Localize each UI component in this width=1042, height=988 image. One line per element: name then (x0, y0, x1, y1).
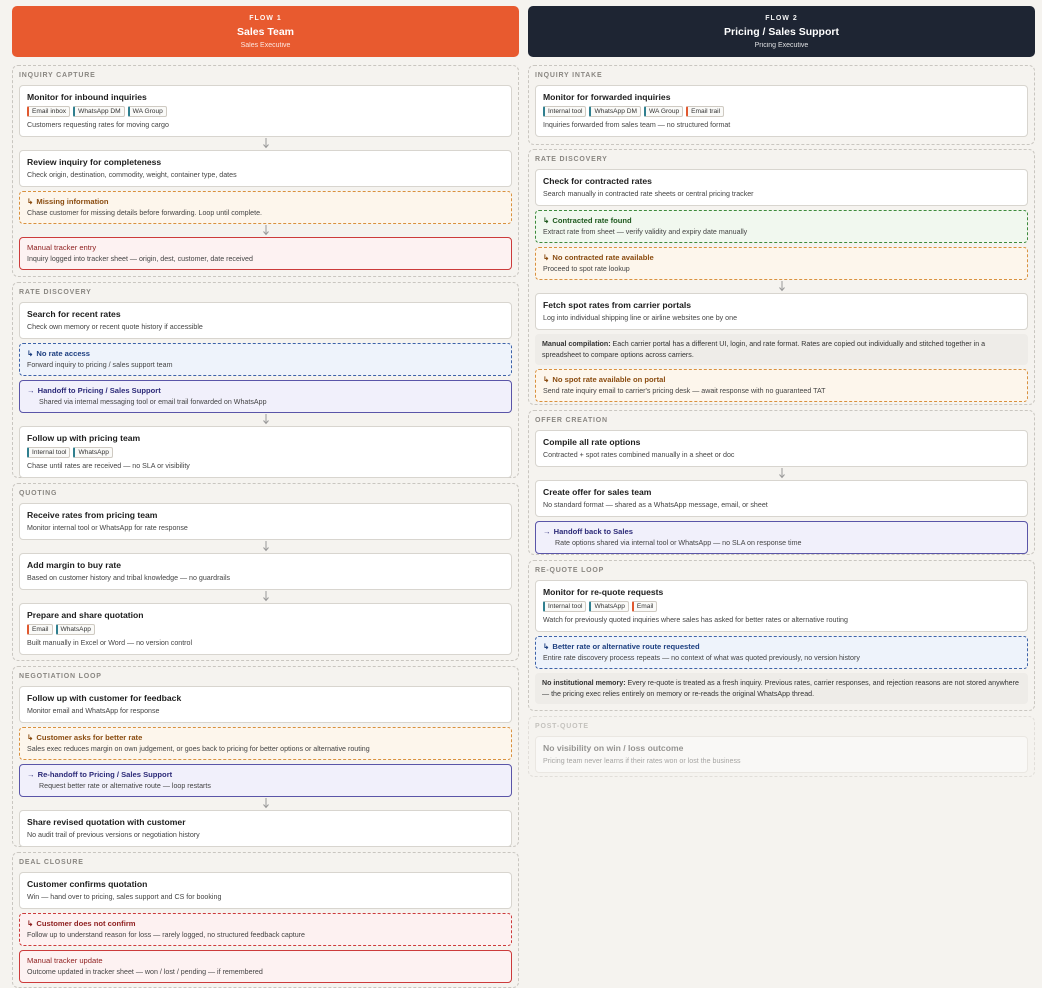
step-description: Based on customer history and tribal knowledge — no guardrails (27, 574, 231, 582)
branch-icon: ↳ (543, 375, 550, 384)
step-title: Monitor for re-quote requests (543, 587, 664, 597)
handoff-title: Re-handoff to Pricing / Sales Support (37, 770, 173, 779)
step-create-offer[interactable] (535, 480, 1028, 517)
step-manual-tracker-entry[interactable] (19, 237, 512, 270)
branch-customer-better-rate[interactable] (19, 727, 512, 760)
section-label: POST-QUOTE (535, 723, 589, 730)
tag-email-inbox: Email inbox (27, 106, 70, 117)
step-title: Follow up with pricing team (27, 433, 141, 443)
section-label: RATE DISCOVERY (19, 289, 92, 296)
step-title: Manual tracker entry (27, 243, 97, 252)
section-offer-creation (528, 410, 1035, 555)
step-monitor-inbound[interactable] (19, 85, 512, 137)
step-share-revised[interactable] (19, 810, 512, 847)
handoff-to-pricing[interactable] (19, 380, 512, 413)
step-title: Receive rates from pricing team (27, 510, 158, 520)
note-text: Each carrier portal has a different UI, login, and rate format. Rates are copied out individually and stitched together in a spreadsheet to compare options across carriers. (542, 340, 986, 359)
branch-title: Customer asks for better rate (36, 733, 143, 742)
branch-title: Missing information (36, 197, 109, 206)
flow2-title: Pricing / Sales Support (724, 26, 839, 38)
branch-customer-not-confirm[interactable] (19, 913, 512, 946)
branch-icon: ↳ (543, 216, 550, 225)
step-review-inquiry[interactable] (19, 150, 512, 187)
branch-icon: ↳ (543, 253, 550, 262)
branch-description: Forward inquiry to pricing / sales support team (27, 361, 173, 369)
branch-description: Proceed to spot rate lookup (543, 265, 630, 273)
note-label: Manual compilation: (542, 340, 611, 348)
branch-description: Extract rate from sheet — verify validity and expiry date manually (543, 228, 748, 236)
note-manual-compilation (535, 334, 1028, 365)
step-title: Share revised quotation with customer (27, 817, 186, 827)
arrow-down-icon (19, 540, 512, 553)
branch-title: No rate access (36, 349, 90, 358)
flow2-header (528, 6, 1035, 57)
section-label: NEGOTIATION LOOP (19, 673, 102, 680)
step-title: Review inquiry for completeness (27, 157, 162, 167)
step-title: No visibility on win / loss outcome (543, 743, 684, 753)
tag-whatsapp-dm: WhatsApp DM (73, 106, 125, 117)
step-prepare-quotation[interactable] (19, 603, 512, 655)
note-no-institutional-memory (535, 673, 1028, 704)
section-label: DEAL CLOSURE (19, 859, 84, 866)
handoff-back-to-sales[interactable] (535, 521, 1028, 554)
step-title: Customer confirms quotation (27, 879, 148, 889)
flow1-header (12, 6, 519, 57)
step-description: Contracted + spot rates combined manually in a sheet or doc (543, 451, 735, 459)
channel-tags (27, 106, 504, 117)
tag-whatsapp: WhatsApp (589, 601, 628, 612)
step-title: Fetch spot rates from carrier portals (543, 300, 692, 310)
branch-no-contracted-rate[interactable] (535, 247, 1028, 280)
step-title: Monitor for inbound inquiries (27, 92, 147, 102)
flow2-column (528, 6, 1035, 765)
tag-internal-tool: Internal tool (543, 106, 586, 117)
step-follow-up-pricing[interactable] (19, 426, 512, 478)
arrow-right-icon: → (543, 527, 551, 536)
section-requote-loop (528, 560, 1035, 711)
arrow-down-icon (535, 467, 1028, 480)
step-title: Search for recent rates (27, 309, 121, 319)
step-description: No standard format — shared as a WhatsApp message, email, or sheet (543, 501, 768, 509)
flow2-subtitle: Pricing Executive (754, 42, 809, 49)
step-description: Chase until rates are received — no SLA or visibility (27, 462, 190, 470)
step-no-visibility[interactable] (535, 736, 1028, 773)
branch-description: Chase customer for missing details before forwarding. Loop until complete. (27, 209, 262, 217)
tag-wa-group: WA Group (644, 106, 683, 117)
handoff-description: Request better rate or alternative route — loop restarts (39, 782, 211, 790)
arrow-right-icon: → (27, 770, 35, 779)
tag-internal-tool: Internal tool (543, 601, 586, 612)
step-description: Watch for previously quoted inquiries where sales has asked for better rates or alternative routing (543, 616, 848, 624)
step-title: Follow up with customer for feedback (27, 693, 182, 703)
step-compile-options[interactable] (535, 430, 1028, 467)
step-check-contracted[interactable] (535, 169, 1028, 206)
step-title: Compile all rate options (543, 437, 641, 447)
flow1-title: Sales Team (236, 26, 294, 38)
section-inquiry-intake (528, 65, 1035, 145)
branch-icon: ↳ (27, 733, 34, 742)
step-description: Check own memory or recent quote history if accessible (27, 323, 203, 331)
step-description: Monitor internal tool or WhatsApp for rate response (27, 524, 188, 532)
step-description: Built manually in Excel or Word — no version control (27, 639, 193, 647)
branch-better-rate-requested[interactable] (535, 636, 1028, 669)
step-customer-confirms[interactable] (19, 872, 512, 909)
step-receive-rates[interactable] (19, 503, 512, 540)
branch-title: Better rate or alternative route requested (552, 642, 700, 651)
arrow-down-icon (19, 413, 512, 426)
step-add-margin[interactable] (19, 553, 512, 590)
flow1-number: FLOW 1 (249, 15, 282, 22)
arrow-down-icon (535, 280, 1028, 293)
tag-internal-tool: Internal tool (27, 447, 70, 458)
section-label: RE-QUOTE LOOP (535, 567, 605, 574)
branch-title: Contracted rate found (552, 216, 632, 225)
step-description: Search manually in contracted rate sheets or central pricing tracker (543, 190, 754, 198)
flow1-column (12, 6, 519, 976)
arrow-down-icon (19, 590, 512, 603)
section-label: INQUIRY INTAKE (535, 72, 603, 79)
step-description: Outcome updated in tracker sheet — won / lost / pending — if remembered (27, 968, 263, 976)
step-title: Create offer for sales team (543, 487, 652, 497)
arrow-down-icon (19, 224, 512, 237)
handoff-title: Handoff to Pricing / Sales Support (37, 386, 161, 395)
rehandoff-to-pricing[interactable] (19, 764, 512, 797)
step-follow-up-customer[interactable] (19, 686, 512, 723)
tag-whatsapp: WhatsApp (56, 624, 95, 635)
handoff-title: Handoff back to Sales (553, 527, 633, 536)
channel-tags (543, 106, 1020, 117)
branch-title: Customer does not confirm (36, 919, 136, 928)
channel-tags (27, 447, 504, 458)
branch-icon: ↳ (27, 349, 34, 358)
branch-no-spot-rate[interactable] (535, 369, 1028, 402)
branch-icon: ↳ (27, 197, 34, 206)
section-inquiry-capture (12, 65, 519, 277)
tag-whatsapp: WhatsApp (73, 447, 112, 458)
note-label: No institutional memory: (542, 679, 626, 687)
branch-description: Send rate inquiry email to carrier's pricing desk — await response with no guaranteed TAT (543, 387, 826, 395)
note-text: Every re-quote is treated as a fresh inquiry. Previous rates, carrier responses, and rejection reasons are not stored anywhere — the pricing exec relies entirely on memory or re-reads the original WhatsApp thread. (542, 679, 1019, 698)
step-manual-tracker-update[interactable] (19, 950, 512, 983)
channel-tags (543, 601, 1020, 612)
branch-contracted-found[interactable] (535, 210, 1028, 243)
arrow-down-icon (19, 137, 512, 150)
step-description: Win — hand over to pricing, sales support and CS for booking (27, 893, 222, 901)
handoff-description: Rate options shared via internal tool or WhatsApp — no SLA on response time (555, 539, 802, 547)
section-label: QUOTING (19, 490, 58, 497)
step-description: Customers requesting rates for moving cargo (27, 121, 169, 129)
step-description: Inquiries forwarded from sales team — no structured format (543, 121, 731, 129)
step-monitor-forwarded[interactable] (535, 85, 1028, 137)
step-description: Monitor email and WhatsApp for response (27, 707, 160, 715)
tag-email: Email (27, 624, 53, 635)
branch-description: Follow up to understand reason for loss — rarely logged, no structured feedback capture (27, 931, 305, 939)
section-rate-discovery-pricing (528, 149, 1035, 405)
branch-description: Sales exec reduces margin on own judgement, or goes back to pricing for better options or alternative routing (27, 745, 370, 753)
step-fetch-spot-rates[interactable] (535, 293, 1028, 330)
section-post-quote (528, 716, 1035, 777)
step-title: Manual tracker update (27, 956, 103, 965)
step-description: No audit trail of previous versions or negotiation history (27, 831, 200, 839)
branch-title: No spot rate available on portal (552, 375, 666, 384)
step-description: Log into individual shipping line or airline websites one by one (543, 314, 738, 322)
tag-whatsapp-dm: WhatsApp DM (589, 106, 641, 117)
arrow-down-icon (19, 797, 512, 810)
branch-no-rate-access[interactable] (19, 343, 512, 376)
step-title: Add margin to buy rate (27, 560, 122, 570)
step-search-recent-rates[interactable] (19, 302, 512, 339)
arrow-right-icon: → (27, 386, 35, 395)
step-description: Pricing team never learns if their rates won or lost the business (543, 757, 741, 765)
channel-tags (27, 624, 504, 635)
section-quoting (12, 483, 519, 661)
branch-description: Entire rate discovery process repeats — no context of what was quoted previously, no version history (543, 654, 860, 662)
tag-email: Email (632, 601, 658, 612)
step-title: Monitor for forwarded inquiries (543, 92, 671, 102)
section-negotiation-loop (12, 666, 519, 847)
section-label: INQUIRY CAPTURE (19, 72, 96, 79)
step-description: Inquiry logged into tracker sheet — origin, dest, customer, date received (27, 255, 253, 263)
branch-missing-information[interactable] (19, 191, 512, 224)
step-description: Check origin, destination, commodity, weight, container type, dates (27, 171, 237, 179)
step-monitor-requote[interactable] (535, 580, 1028, 632)
handoff-description: Shared via internal messaging tool or email trail forwarded on WhatsApp (39, 398, 267, 406)
section-label: RATE DISCOVERY (535, 156, 608, 163)
branch-icon: ↳ (27, 919, 34, 928)
section-label: OFFER CREATION (535, 417, 608, 424)
branch-title: No contracted rate available (552, 253, 654, 262)
branch-icon: ↳ (543, 642, 550, 651)
section-deal-closure (12, 852, 519, 988)
step-title: Prepare and share quotation (27, 610, 144, 620)
section-rate-discovery (12, 282, 519, 478)
flow1-subtitle: Sales Executive (240, 42, 291, 49)
flow2-number: FLOW 2 (765, 15, 798, 22)
tag-email-trail: Email trail (686, 106, 724, 117)
tag-wa-group: WA Group (128, 106, 167, 117)
step-title: Check for contracted rates (543, 176, 652, 186)
